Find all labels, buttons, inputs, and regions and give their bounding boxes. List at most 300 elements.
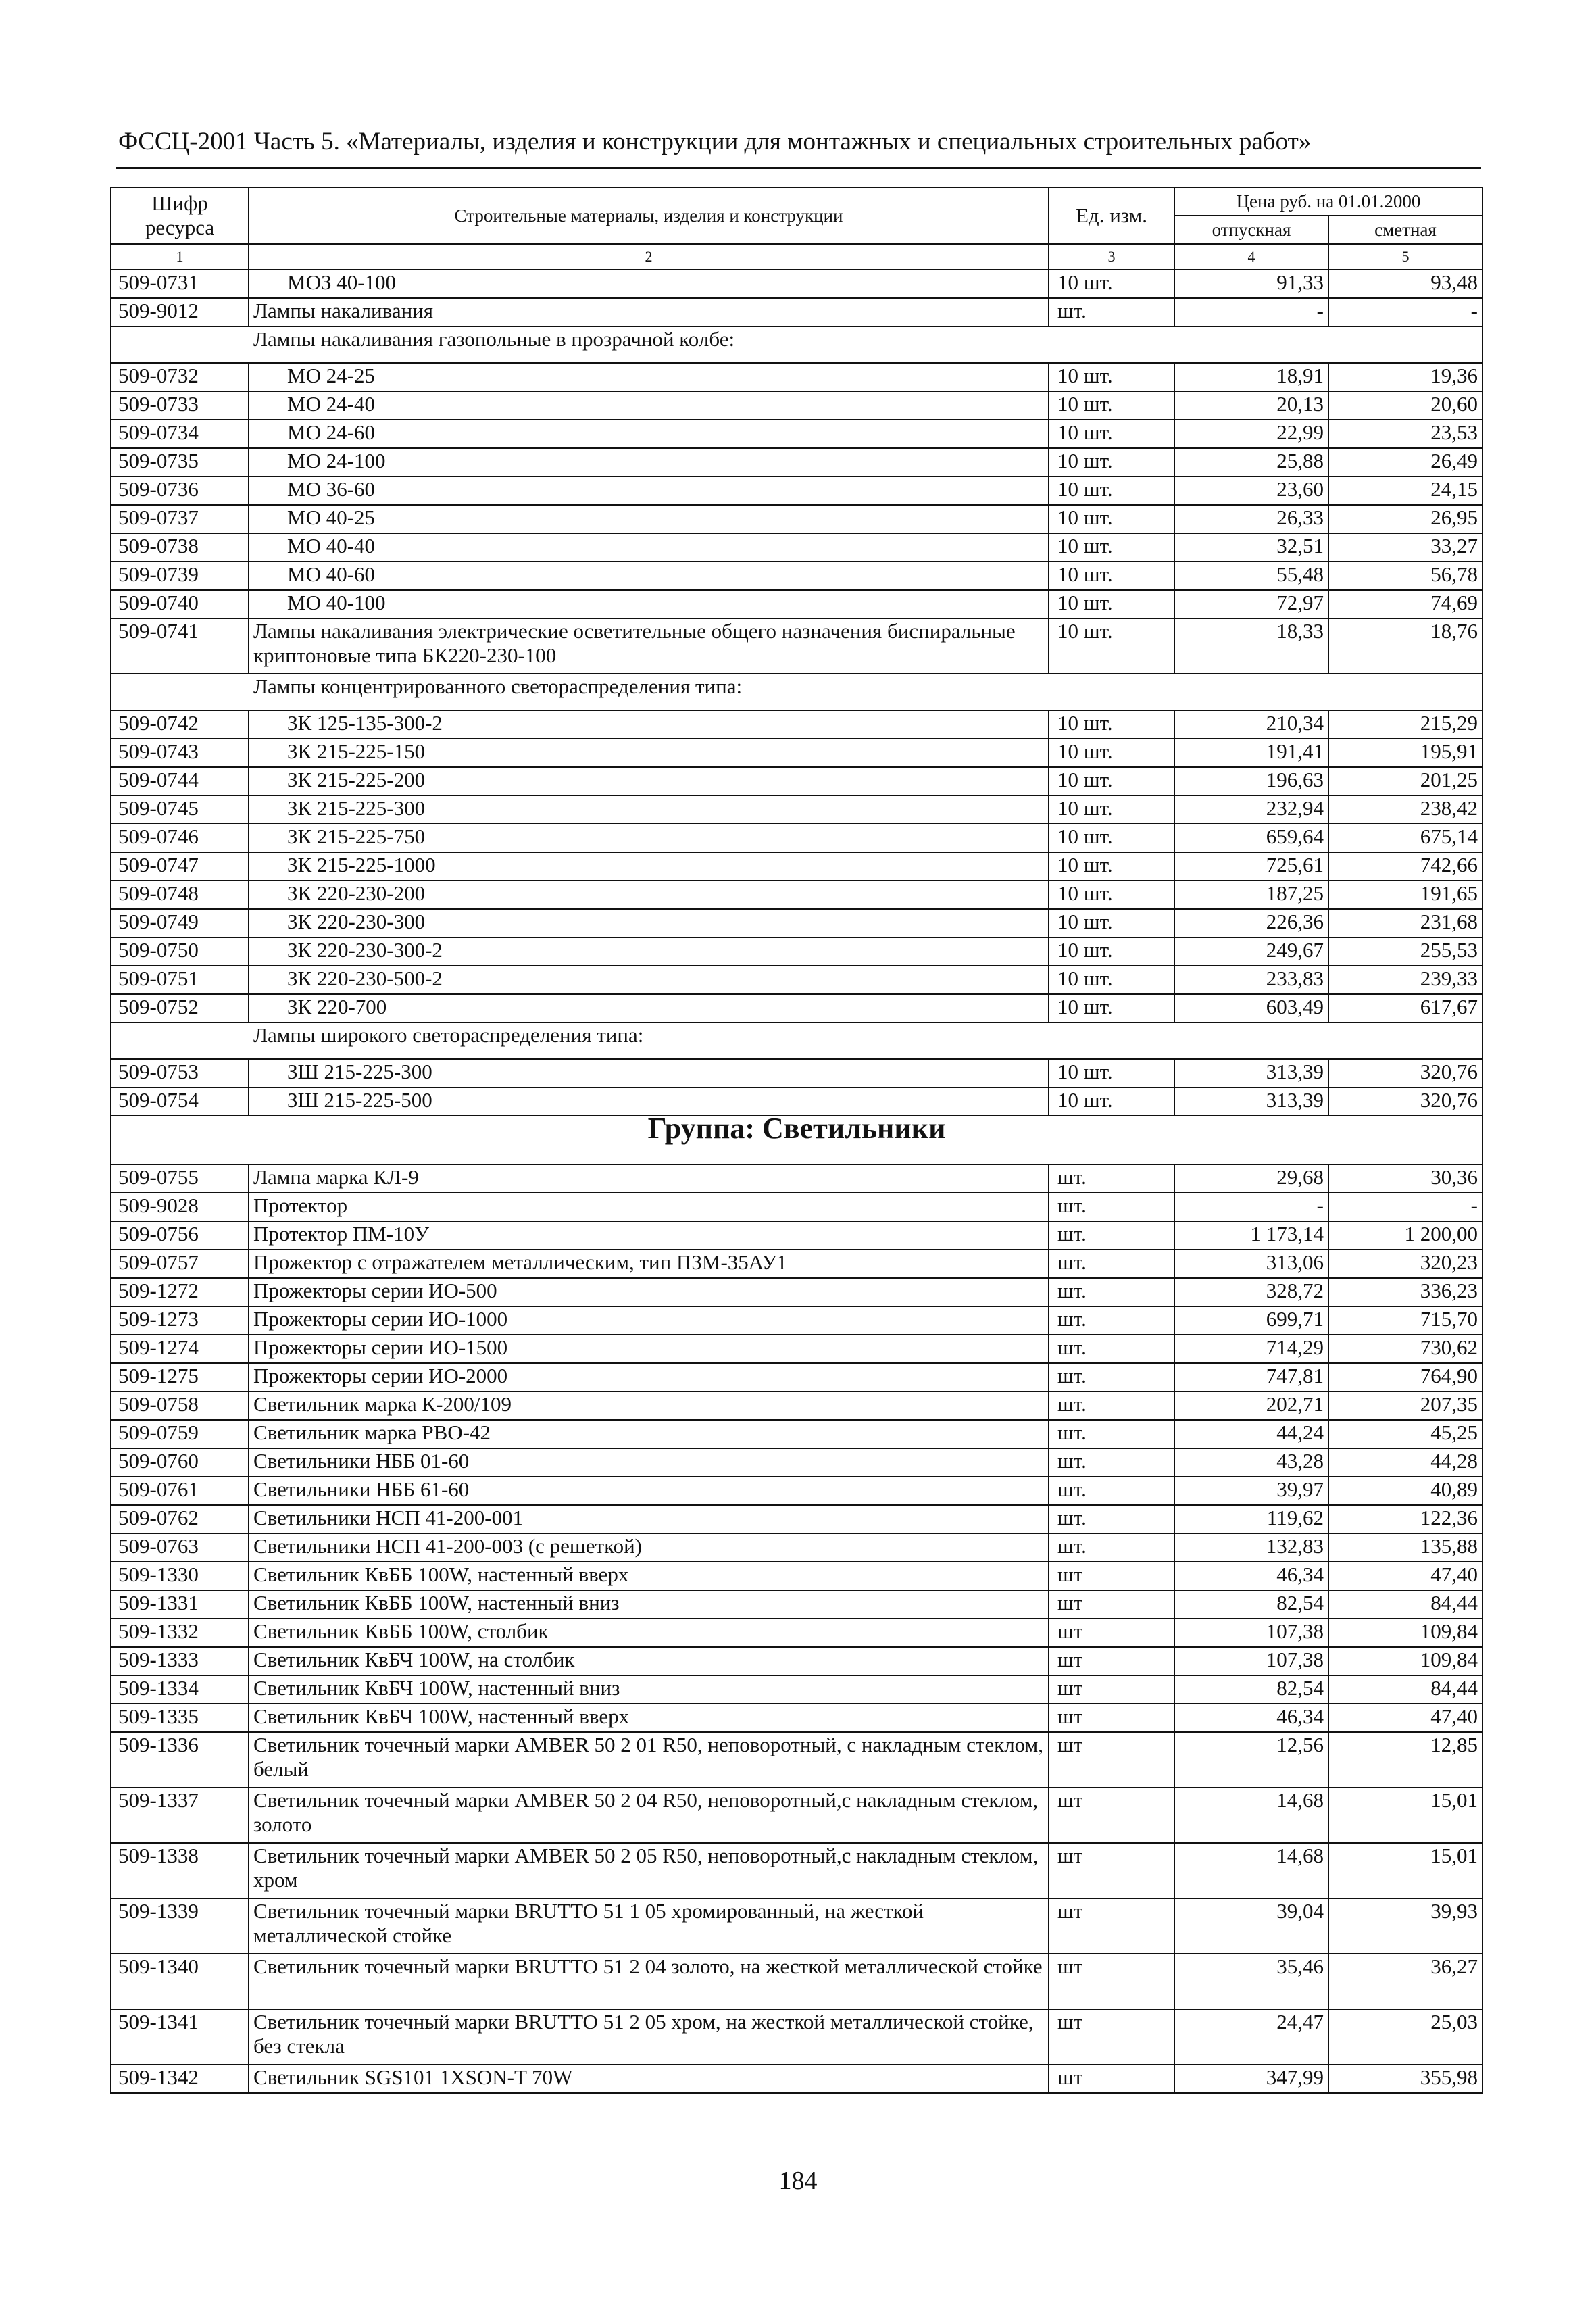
resource-code: 509-0757 bbox=[111, 1250, 249, 1278]
resource-code: 509-0738 bbox=[111, 533, 249, 562]
table-row bbox=[111, 1619, 1482, 1647]
resource-code: 509-0732 bbox=[111, 363, 249, 391]
resource-code: 509-0736 bbox=[111, 476, 249, 505]
release-price: 23,60 bbox=[1174, 476, 1328, 505]
release-price: 55,48 bbox=[1174, 562, 1328, 590]
release-price: 29,68 bbox=[1174, 1164, 1328, 1193]
estimate-price: 33,27 bbox=[1328, 533, 1482, 562]
material-name: ЗК 125-135-300-2 bbox=[249, 710, 1049, 739]
unit-of-measure: шт. bbox=[1049, 1477, 1174, 1505]
table-row bbox=[111, 1250, 1482, 1278]
estimate-price: 207,35 bbox=[1328, 1392, 1482, 1420]
release-price: 12,56 bbox=[1174, 1732, 1328, 1788]
release-price: 202,71 bbox=[1174, 1392, 1328, 1420]
release-price: 1 173,14 bbox=[1174, 1221, 1328, 1250]
material-name: Светильник точечный марки AMBER 50 2 01 R50, неповоротный, с накладным стеклом, белый bbox=[249, 1732, 1049, 1788]
estimate-price: 715,70 bbox=[1328, 1306, 1482, 1335]
estimate-price: 84,44 bbox=[1328, 1590, 1482, 1619]
release-price: 328,72 bbox=[1174, 1278, 1328, 1306]
unit-of-measure: 10 шт. bbox=[1049, 852, 1174, 881]
release-price: 39,04 bbox=[1174, 1898, 1328, 1954]
material-name: Светильник точечный марки BRUTTO 51 2 05 хром, на жесткой металлической стойке, без стекла bbox=[249, 2009, 1049, 2065]
material-name: Лампы накаливания bbox=[249, 298, 1049, 326]
release-price: - bbox=[1174, 1193, 1328, 1221]
unit-of-measure: 10 шт. bbox=[1049, 710, 1174, 739]
table-row bbox=[111, 1533, 1482, 1562]
estimate-price: 109,84 bbox=[1328, 1619, 1482, 1647]
price-table bbox=[110, 187, 1483, 2094]
estimate-price: 1 200,00 bbox=[1328, 1221, 1482, 1250]
material-name: Светильник КвБЧ 100W, на столбик bbox=[249, 1647, 1049, 1675]
resource-code: 509-1274 bbox=[111, 1335, 249, 1363]
estimate-price: 15,01 bbox=[1328, 1788, 1482, 1843]
resource-code: 509-0740 bbox=[111, 590, 249, 618]
estimate-price: 201,25 bbox=[1328, 767, 1482, 795]
table-row bbox=[111, 1843, 1482, 1898]
material-name: МО 24-40 bbox=[249, 391, 1049, 420]
unit-of-measure: шт bbox=[1049, 1590, 1174, 1619]
material-name: Светильник точечный марки BRUTTO 51 1 05 хромированный, на жесткой металлической стойке bbox=[249, 1898, 1049, 1954]
release-price: 747,81 bbox=[1174, 1363, 1328, 1392]
table-row bbox=[111, 1898, 1482, 1954]
table-row bbox=[111, 767, 1482, 795]
table-row bbox=[111, 1675, 1482, 1704]
table-row bbox=[111, 824, 1482, 852]
resource-code: 509-0754 bbox=[111, 1087, 249, 1116]
material-name: ЗК 220-230-500-2 bbox=[249, 966, 1049, 994]
unit-of-measure: 10 шт. bbox=[1049, 476, 1174, 505]
release-price: 347,99 bbox=[1174, 2065, 1328, 2093]
material-name: МО 24-25 bbox=[249, 363, 1049, 391]
column-number: 2 bbox=[249, 244, 1049, 270]
unit-of-measure: шт bbox=[1049, 1704, 1174, 1732]
resource-code: 509-0750 bbox=[111, 937, 249, 966]
material-name: Светильник КвББ 100W, столбик bbox=[249, 1619, 1049, 1647]
unit-of-measure: 10 шт. bbox=[1049, 562, 1174, 590]
table-row bbox=[111, 476, 1482, 505]
release-price: 72,97 bbox=[1174, 590, 1328, 618]
table-row bbox=[111, 1954, 1482, 2009]
unit-of-measure: шт. bbox=[1049, 1335, 1174, 1363]
estimate-price: 74,69 bbox=[1328, 590, 1482, 618]
material-name: МО 40-100 bbox=[249, 590, 1049, 618]
estimate-price: 84,44 bbox=[1328, 1675, 1482, 1704]
table-row bbox=[111, 2065, 1482, 2093]
estimate-price: 39,93 bbox=[1328, 1898, 1482, 1954]
table-row bbox=[111, 1704, 1482, 1732]
column-number: 3 bbox=[1049, 244, 1174, 270]
release-price: 39,97 bbox=[1174, 1477, 1328, 1505]
resource-code: 509-1341 bbox=[111, 2009, 249, 2065]
estimate-price: 15,01 bbox=[1328, 1843, 1482, 1898]
table-row bbox=[111, 533, 1482, 562]
material-name: Светильник КвБЧ 100W, настенный вниз bbox=[249, 1675, 1049, 1704]
header-rule bbox=[116, 167, 1481, 169]
resource-code: 509-0735 bbox=[111, 448, 249, 476]
release-price: 43,28 bbox=[1174, 1448, 1328, 1477]
resource-code: 509-0737 bbox=[111, 505, 249, 533]
resource-code: 509-0744 bbox=[111, 767, 249, 795]
resource-code: 509-1272 bbox=[111, 1278, 249, 1306]
release-price: 313,06 bbox=[1174, 1250, 1328, 1278]
estimate-price: 239,33 bbox=[1328, 966, 1482, 994]
material-name: ЗК 215-225-1000 bbox=[249, 852, 1049, 881]
resource-code: 509-0745 bbox=[111, 795, 249, 824]
resource-code: 509-1332 bbox=[111, 1619, 249, 1647]
unit-of-measure: шт. bbox=[1049, 1505, 1174, 1533]
resource-code: 509-1331 bbox=[111, 1590, 249, 1619]
estimate-price: 36,27 bbox=[1328, 1954, 1482, 2009]
material-name: Прожекторы серии ИО-2000 bbox=[249, 1363, 1049, 1392]
material-name: МО 24-60 bbox=[249, 420, 1049, 448]
material-name: Лампа марка КЛ-9 bbox=[249, 1164, 1049, 1193]
table-row bbox=[111, 739, 1482, 767]
unit-of-measure: 10 шт. bbox=[1049, 881, 1174, 909]
table-row bbox=[111, 363, 1482, 391]
estimate-price: 26,95 bbox=[1328, 505, 1482, 533]
resource-code: 509-1334 bbox=[111, 1675, 249, 1704]
unit-of-measure: шт bbox=[1049, 2065, 1174, 2093]
release-price: 725,61 bbox=[1174, 852, 1328, 881]
unit-of-measure: 10 шт. bbox=[1049, 533, 1174, 562]
resource-code: 509-0733 bbox=[111, 391, 249, 420]
release-price: 18,91 bbox=[1174, 363, 1328, 391]
table-row bbox=[111, 1477, 1482, 1505]
material-name: Светильники НББ 61-60 bbox=[249, 1477, 1049, 1505]
release-price: 233,83 bbox=[1174, 966, 1328, 994]
material-name: Прожектор с отражателем металлическим, тип ПЗМ-35АУ1 bbox=[249, 1250, 1049, 1278]
table-row bbox=[111, 562, 1482, 590]
release-price: 313,39 bbox=[1174, 1059, 1328, 1087]
estimate-price: 45,25 bbox=[1328, 1420, 1482, 1448]
release-price: 249,67 bbox=[1174, 937, 1328, 966]
release-price: 187,25 bbox=[1174, 881, 1328, 909]
table-row bbox=[111, 937, 1482, 966]
table-row bbox=[111, 994, 1482, 1023]
unit-of-measure: шт bbox=[1049, 1619, 1174, 1647]
material-name: ЗК 215-225-750 bbox=[249, 824, 1049, 852]
release-price: 46,34 bbox=[1174, 1704, 1328, 1732]
section-heading: Лампы концентрированного светораспределения типа: bbox=[111, 674, 1482, 710]
release-price: 26,33 bbox=[1174, 505, 1328, 533]
estimate-price: 30,36 bbox=[1328, 1164, 1482, 1193]
estimate-price: 135,88 bbox=[1328, 1533, 1482, 1562]
unit-of-measure: шт bbox=[1049, 1788, 1174, 1843]
section-heading-row bbox=[111, 674, 1482, 710]
unit-of-measure: шт bbox=[1049, 1898, 1174, 1954]
resource-code: 509-9028 bbox=[111, 1193, 249, 1221]
unit-of-measure: шт. bbox=[1049, 1420, 1174, 1448]
resource-code: 509-0753 bbox=[111, 1059, 249, 1087]
table-row bbox=[111, 1590, 1482, 1619]
column-header-name: Строительные материалы, изделия и конструкции bbox=[249, 187, 1049, 244]
unit-of-measure: шт. bbox=[1049, 1250, 1174, 1278]
release-price: 82,54 bbox=[1174, 1590, 1328, 1619]
release-price: 132,83 bbox=[1174, 1533, 1328, 1562]
material-name: ЗК 215-225-200 bbox=[249, 767, 1049, 795]
unit-of-measure: 10 шт. bbox=[1049, 448, 1174, 476]
estimate-price: 215,29 bbox=[1328, 710, 1482, 739]
table-row bbox=[111, 1335, 1482, 1363]
estimate-price: 231,68 bbox=[1328, 909, 1482, 937]
estimate-price: 122,36 bbox=[1328, 1505, 1482, 1533]
unit-of-measure: 10 шт. bbox=[1049, 590, 1174, 618]
section-heading-row bbox=[111, 1023, 1482, 1059]
estimate-price: 675,14 bbox=[1328, 824, 1482, 852]
estimate-price: 355,98 bbox=[1328, 2065, 1482, 2093]
material-name: Светильники НСП 41-200-001 bbox=[249, 1505, 1049, 1533]
unit-of-measure: 10 шт. bbox=[1049, 966, 1174, 994]
estimate-price: 47,40 bbox=[1328, 1704, 1482, 1732]
release-price: 313,39 bbox=[1174, 1087, 1328, 1116]
release-price: 14,68 bbox=[1174, 1843, 1328, 1898]
material-name: ЗШ 215-225-300 bbox=[249, 1059, 1049, 1087]
material-name: Прожекторы серии ИО-1500 bbox=[249, 1335, 1049, 1363]
resource-code: 509-1335 bbox=[111, 1704, 249, 1732]
resource-code: 509-1342 bbox=[111, 2065, 249, 2093]
table-row bbox=[111, 1647, 1482, 1675]
table-row bbox=[111, 1420, 1482, 1448]
unit-of-measure: шт bbox=[1049, 1843, 1174, 1898]
estimate-price: 255,53 bbox=[1328, 937, 1482, 966]
unit-of-measure: шт. bbox=[1049, 1306, 1174, 1335]
estimate-price: 44,28 bbox=[1328, 1448, 1482, 1477]
estimate-price: 40,89 bbox=[1328, 1477, 1482, 1505]
estimate-price: 195,91 bbox=[1328, 739, 1482, 767]
table-row bbox=[111, 852, 1482, 881]
estimate-price: - bbox=[1328, 298, 1482, 326]
resource-code: 509-1336 bbox=[111, 1732, 249, 1788]
section-heading: Лампы широкого светораспределения типа: bbox=[111, 1023, 1482, 1059]
table-row bbox=[111, 391, 1482, 420]
unit-of-measure: шт. bbox=[1049, 1363, 1174, 1392]
resource-code: 509-0755 bbox=[111, 1164, 249, 1193]
resource-code: 509-0751 bbox=[111, 966, 249, 994]
material-name: Светильник SGS101 1XSON-T 70W bbox=[249, 2065, 1049, 2093]
unit-of-measure: 10 шт. bbox=[1049, 795, 1174, 824]
table-row bbox=[111, 1306, 1482, 1335]
unit-of-measure: шт bbox=[1049, 1562, 1174, 1590]
release-price: 20,13 bbox=[1174, 391, 1328, 420]
material-name: Светильник марка К-200/109 bbox=[249, 1392, 1049, 1420]
resource-code: 509-0748 bbox=[111, 881, 249, 909]
material-name: ЗШ 215-225-500 bbox=[249, 1087, 1049, 1116]
material-name: ЗК 215-225-300 bbox=[249, 795, 1049, 824]
estimate-price: 47,40 bbox=[1328, 1562, 1482, 1590]
material-name: ЗК 215-225-150 bbox=[249, 739, 1049, 767]
release-price: 699,71 bbox=[1174, 1306, 1328, 1335]
material-name: Светильники НББ 01-60 bbox=[249, 1448, 1049, 1477]
release-price: 232,94 bbox=[1174, 795, 1328, 824]
estimate-price: 320,23 bbox=[1328, 1250, 1482, 1278]
release-price: 659,64 bbox=[1174, 824, 1328, 852]
section-heading: Лампы накаливания газопольные в прозрачной колбе: bbox=[111, 326, 1482, 363]
table-row bbox=[111, 618, 1482, 674]
resource-code: 509-0743 bbox=[111, 739, 249, 767]
estimate-price: 191,65 bbox=[1328, 881, 1482, 909]
release-price: 35,46 bbox=[1174, 1954, 1328, 2009]
release-price: 107,38 bbox=[1174, 1647, 1328, 1675]
release-price: 44,24 bbox=[1174, 1420, 1328, 1448]
material-name: Светильник марка РВО-42 bbox=[249, 1420, 1049, 1448]
estimate-price: 24,15 bbox=[1328, 476, 1482, 505]
resource-code: 509-0746 bbox=[111, 824, 249, 852]
release-price: 226,36 bbox=[1174, 909, 1328, 937]
unit-of-measure: 10 шт. bbox=[1049, 739, 1174, 767]
estimate-price: 730,62 bbox=[1328, 1335, 1482, 1363]
material-name: Светильник точечный марки BRUTTO 51 2 04 золото, на жесткой металлической стойке bbox=[249, 1954, 1049, 2009]
column-number: 1 bbox=[111, 244, 249, 270]
material-name: ЗК 220-230-300-2 bbox=[249, 937, 1049, 966]
unit-of-measure: 10 шт. bbox=[1049, 1087, 1174, 1116]
table-row bbox=[111, 881, 1482, 909]
table-row bbox=[111, 1392, 1482, 1420]
unit-of-measure: шт. bbox=[1049, 1392, 1174, 1420]
estimate-price: 742,66 bbox=[1328, 852, 1482, 881]
release-price: 91,33 bbox=[1174, 270, 1328, 298]
table-row bbox=[111, 1164, 1482, 1193]
material-name: ЗК 220-230-200 bbox=[249, 881, 1049, 909]
resource-code: 509-0747 bbox=[111, 852, 249, 881]
table-row bbox=[111, 270, 1482, 298]
resource-code: 509-0762 bbox=[111, 1505, 249, 1533]
unit-of-measure: шт. bbox=[1049, 1448, 1174, 1477]
resource-code: 509-0760 bbox=[111, 1448, 249, 1477]
resource-code: 509-1330 bbox=[111, 1562, 249, 1590]
resource-code: 509-0761 bbox=[111, 1477, 249, 1505]
column-header-release: отпускная bbox=[1174, 216, 1328, 244]
unit-of-measure: шт. bbox=[1049, 1533, 1174, 1562]
table-row bbox=[111, 1363, 1482, 1392]
estimate-price: 320,76 bbox=[1328, 1059, 1482, 1087]
unit-of-measure: шт bbox=[1049, 1732, 1174, 1788]
estimate-price: 12,85 bbox=[1328, 1732, 1482, 1788]
estimate-price: 93,48 bbox=[1328, 270, 1482, 298]
unit-of-measure: 10 шт. bbox=[1049, 363, 1174, 391]
unit-of-measure: 10 шт. bbox=[1049, 618, 1174, 674]
release-price: 82,54 bbox=[1174, 1675, 1328, 1704]
resource-code: 509-0752 bbox=[111, 994, 249, 1023]
table-row bbox=[111, 1193, 1482, 1221]
unit-of-measure: шт bbox=[1049, 1647, 1174, 1675]
release-price: 32,51 bbox=[1174, 533, 1328, 562]
resource-code: 509-1273 bbox=[111, 1306, 249, 1335]
table-row bbox=[111, 590, 1482, 618]
release-price: 22,99 bbox=[1174, 420, 1328, 448]
material-name: Светильник КвБЧ 100W, настенный вверх bbox=[249, 1704, 1049, 1732]
estimate-price: 56,78 bbox=[1328, 562, 1482, 590]
unit-of-measure: шт. bbox=[1049, 1221, 1174, 1250]
unit-of-measure: 10 шт. bbox=[1049, 391, 1174, 420]
column-header-code: Шифр ресурса bbox=[111, 187, 249, 244]
unit-of-measure: шт bbox=[1049, 1675, 1174, 1704]
material-name: Прожекторы серии ИО-500 bbox=[249, 1278, 1049, 1306]
release-price: 196,63 bbox=[1174, 767, 1328, 795]
material-name: ЗК 220-230-300 bbox=[249, 909, 1049, 937]
resource-code: 509-0734 bbox=[111, 420, 249, 448]
release-price: - bbox=[1174, 298, 1328, 326]
unit-of-measure: шт. bbox=[1049, 298, 1174, 326]
resource-code: 509-0742 bbox=[111, 710, 249, 739]
material-name: Светильник точечный марки AMBER 50 2 04 R50, неповоротный,с накладным стеклом, золото bbox=[249, 1788, 1049, 1843]
resource-code: 509-0749 bbox=[111, 909, 249, 937]
release-price: 107,38 bbox=[1174, 1619, 1328, 1647]
unit-of-measure: 10 шт. bbox=[1049, 420, 1174, 448]
resource-code: 509-1275 bbox=[111, 1363, 249, 1392]
resource-code: 509-1339 bbox=[111, 1898, 249, 1954]
release-price: 25,88 bbox=[1174, 448, 1328, 476]
table-row bbox=[111, 1505, 1482, 1533]
resource-code: 509-0731 bbox=[111, 270, 249, 298]
table-row bbox=[111, 505, 1482, 533]
resource-code: 509-1340 bbox=[111, 1954, 249, 2009]
unit-of-measure: 10 шт. bbox=[1049, 767, 1174, 795]
release-price: 14,68 bbox=[1174, 1788, 1328, 1843]
unit-of-measure: 10 шт. bbox=[1049, 270, 1174, 298]
release-price: 191,41 bbox=[1174, 739, 1328, 767]
estimate-price: 617,67 bbox=[1328, 994, 1482, 1023]
material-name: МО 40-25 bbox=[249, 505, 1049, 533]
resource-code: 509-0739 bbox=[111, 562, 249, 590]
resource-code: 509-0756 bbox=[111, 1221, 249, 1250]
table-row bbox=[111, 1221, 1482, 1250]
material-name: МОЗ 40-100 bbox=[249, 270, 1049, 298]
unit-of-measure: шт bbox=[1049, 2009, 1174, 2065]
table-row bbox=[111, 1562, 1482, 1590]
column-header-estimate: сметная bbox=[1328, 216, 1482, 244]
table-row bbox=[111, 2009, 1482, 2065]
page-number: 184 bbox=[778, 2167, 818, 2195]
table-row bbox=[111, 1059, 1482, 1087]
column-number: 5 bbox=[1328, 244, 1482, 270]
resource-code: 509-9012 bbox=[111, 298, 249, 326]
estimate-price: 23,53 bbox=[1328, 420, 1482, 448]
release-price: 714,29 bbox=[1174, 1335, 1328, 1363]
material-name: МО 40-60 bbox=[249, 562, 1049, 590]
table-row bbox=[111, 448, 1482, 476]
resource-code: 509-0741 bbox=[111, 618, 249, 674]
table-body bbox=[111, 270, 1482, 2093]
estimate-price: 18,76 bbox=[1328, 618, 1482, 674]
material-name: Прожекторы серии ИО-1000 bbox=[249, 1306, 1049, 1335]
unit-of-measure: 10 шт. bbox=[1049, 505, 1174, 533]
estimate-price: 336,23 bbox=[1328, 1278, 1482, 1306]
table-row bbox=[111, 909, 1482, 937]
resource-code: 509-1337 bbox=[111, 1788, 249, 1843]
estimate-price: 320,76 bbox=[1328, 1087, 1482, 1116]
table-row bbox=[111, 1732, 1482, 1788]
estimate-price: 25,03 bbox=[1328, 2009, 1482, 2065]
estimate-price: 19,36 bbox=[1328, 363, 1482, 391]
material-name: Светильник КвББ 100W, настенный вверх bbox=[249, 1562, 1049, 1590]
release-price: 210,34 bbox=[1174, 710, 1328, 739]
estimate-price: 764,90 bbox=[1328, 1363, 1482, 1392]
unit-of-measure: шт. bbox=[1049, 1193, 1174, 1221]
table-row bbox=[111, 1087, 1482, 1116]
material-name: Протектор bbox=[249, 1193, 1049, 1221]
unit-of-measure: 10 шт. bbox=[1049, 909, 1174, 937]
unit-of-measure: 10 шт. bbox=[1049, 824, 1174, 852]
table-row bbox=[111, 1278, 1482, 1306]
unit-of-measure: шт. bbox=[1049, 1164, 1174, 1193]
resource-code: 509-0758 bbox=[111, 1392, 249, 1420]
section-heading-row bbox=[111, 326, 1482, 363]
resource-code: 509-0759 bbox=[111, 1420, 249, 1448]
resource-code: 509-1338 bbox=[111, 1843, 249, 1898]
estimate-price: - bbox=[1328, 1193, 1482, 1221]
material-name: МО 36-60 bbox=[249, 476, 1049, 505]
unit-of-measure: шт bbox=[1049, 1954, 1174, 2009]
